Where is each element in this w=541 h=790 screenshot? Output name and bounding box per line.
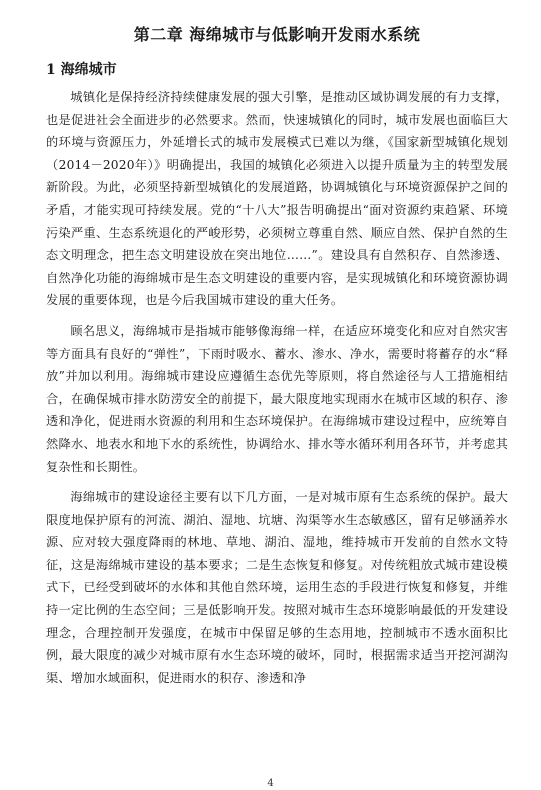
chapter-title: 第二章 海绵城市与低影响开发雨水系统 [133,25,421,44]
page-number: 4 [267,778,274,789]
section-heading: 1 海绵城市 [46,62,117,78]
body-paragraph: 海绵城市的建设途径主要有以下几方面，一是对城市原有生态系统的保护。最大限度地保护原有的河流、湖泊、湿地、坑塘、沟渠等水生态敏感区，留有足够涵养水源、应对较大强度降雨的林地、草地、湖泊、湿地，维持城市开发前的自然水文特征，这是海绵城市建设的基本要求；二是生态恢复和修复。对传统粗放式城市建设模式下，已经受到破坏的水体和其他自然环境，运用生态的手段进行恢复和修复，并维持一定比例的生态空间；三是低影响开发。按照对城市生态环境影响最低的开发建设理念，合理控制开发强度，在城市中保留足够的生态用地，控制城市不透水面积比例，最大限度的减少对城市原有水生态环境的破坏，同时，根据需求适当开挖河湖沟渠、增加水域面积，促进雨水的积存、渗透和净 [46,490,508,685]
body-paragraph: 顾名思义，海绵城市是指城市能够像海绵一样，在适应环境变化和应对自然灾害等方面具有良好的“弹性”，下雨时吸水、蓄水、渗水、净水，需要时将蓄存的水“释放”并加以利用。海绵城市建设应遵循生态优先等原则，将自然途径与人工措施相结合，在确保城市排水防涝安全的前提下，最大限度地实现雨水在城市区域的积存、渗透和净化，促进雨水资源的利用和生态环境保护。在海绵城市建设过程中，应统筹自然降水、地表水和地下水的系统性，协调给水、排水等水循环利用各环节，并考虑其复杂性和长期性。 [46,323,508,474]
body-paragraph: 城镇化是保持经济持续健康发展的强大引擎，是推动区域协调发展的有力支撑，也是促进社会全面进步的必然要求。然而，快速城镇化的同时，城市发展也面临巨大的环境与资源压力，外延增长式的城市发展模式已难以为继，《国家新型城镇化规划（2014－2020年）》明确提出，我国的城镇化必须进入以提升质量为主的转型发展新阶段。为此，必须坚持新型城镇化的发展道路，协调城镇化与环境资源保护之间的矛盾，才能实现可持续发展。党的“十八大”报告明确提出“面对资源约束趋紧、环境污染严重、生态系统退化的严峻形势，必须树立尊重自然、顺应自然、保护自然的生态文明理念，把生态文明建设放在突出地位……”。建设具有自然积存、自然渗透、自然净化功能的海绵城市是生态文明建设的重要内容，是实现城镇化和环境资源协调发展的重要体现，也是今后我国城市建设的重大任务。 [46,90,508,308]
